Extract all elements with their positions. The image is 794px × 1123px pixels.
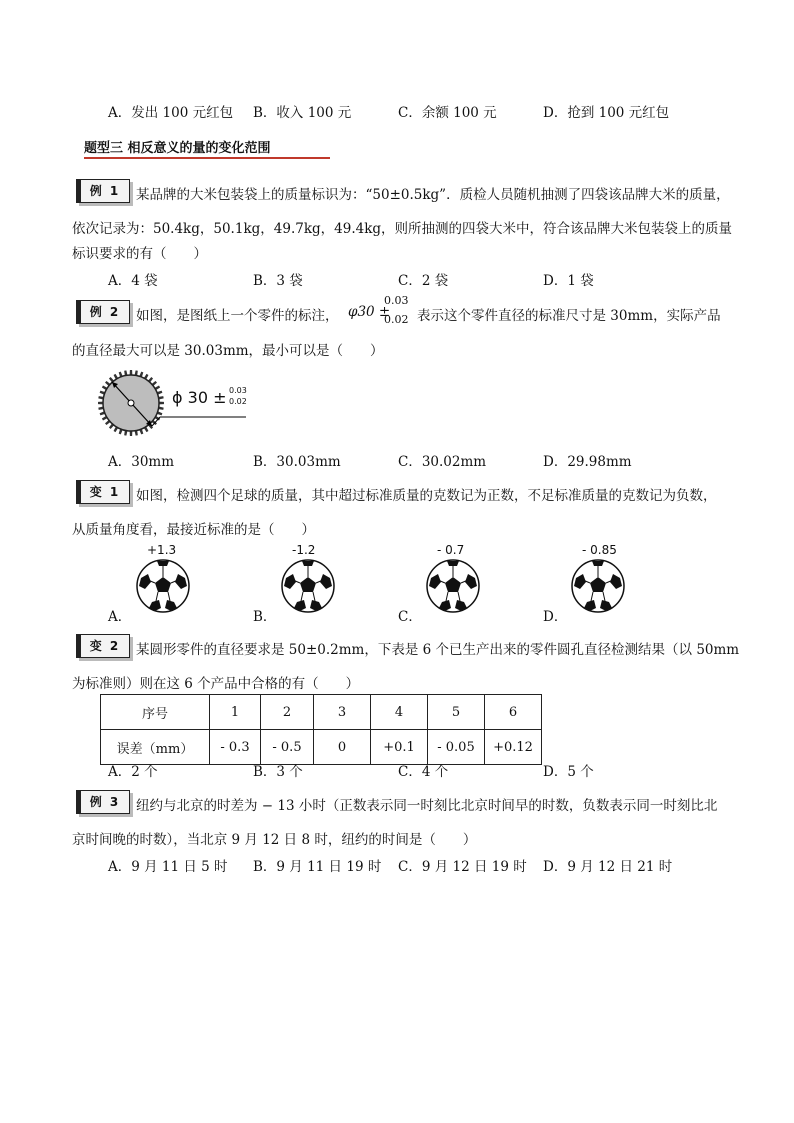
table-row-errors bbox=[101, 730, 542, 765]
tolerance-lower: 0.02 bbox=[384, 313, 409, 326]
table-cell: 3 bbox=[314, 695, 371, 730]
variant-2-option-d: D．5 个 bbox=[543, 764, 594, 780]
example-2-line-2: 的直径最大可以是 30.03mm，最小可以是（ ） bbox=[72, 343, 384, 359]
variant-2-option-b: B．3 个 bbox=[253, 764, 303, 780]
soccer-ball-d-icon bbox=[570, 558, 626, 614]
example-2-line-1-post: 表示这个零件直径的标准尺寸是 30mm，实际产品 bbox=[417, 308, 721, 324]
variant-2-line-1: 某圆形零件的直径要求是 50±0.2mm，下表是 6 个已生产出来的零件圆孔直径检测结果（以 50mm bbox=[136, 642, 740, 658]
example-1-tag: 例 1 bbox=[76, 179, 130, 203]
tolerance-upper: 0.03 bbox=[384, 294, 409, 307]
table-cell: 6 bbox=[485, 695, 542, 730]
ball-b-label: -1.2 bbox=[292, 543, 316, 557]
example-3-tag: 例 3 bbox=[76, 790, 130, 814]
figure-upper: 0.03 bbox=[229, 386, 247, 395]
example-2-option-a: A．30mm bbox=[108, 454, 175, 470]
example-1-option-a: A．4 袋 bbox=[108, 273, 158, 289]
soccer-ball-c-icon bbox=[425, 558, 481, 614]
table-cell: 误差（mm） bbox=[101, 730, 210, 765]
variant-1-line-1: 如图，检测四个足球的质量，其中超过标准质量的克数记为正数，不足标准质量的克数记为负数， bbox=[136, 488, 717, 504]
section-underline bbox=[84, 157, 330, 159]
example-1-option-b: B．3 袋 bbox=[253, 273, 303, 289]
table-cell: - 0.5 bbox=[261, 730, 314, 765]
example-3-option-b: B．9 月 11 日 19 时 bbox=[253, 859, 382, 875]
example-2-line-1-pre: 如图，是图纸上一个零件的标注， bbox=[136, 308, 339, 324]
table-row-header bbox=[101, 695, 542, 730]
table-cell: 5 bbox=[428, 695, 485, 730]
variant-1-option-b: B． bbox=[253, 609, 277, 625]
gear-center bbox=[128, 400, 134, 406]
variant-2-option-c: C．4 个 bbox=[398, 764, 449, 780]
example-2-option-d: D．29.98mm bbox=[543, 454, 632, 470]
variant-1-line-2: 从质量角度看，最接近标准的是（ ） bbox=[72, 522, 315, 538]
example-2-option-c: C．30.02mm bbox=[398, 454, 487, 470]
table-cell: +0.12 bbox=[485, 730, 542, 765]
variant-2-line-2: 为标准则）则在这 6 个产品中合格的有（ ） bbox=[72, 676, 360, 692]
example-1-line-2: 依次记录为：50.4kg，50.1kg，49.7kg，49.4kg，则所抽测的四袋大米中，符合该品牌大米包装袋上的质量 bbox=[72, 221, 733, 237]
prev-option-a: A．发出 100 元红包 bbox=[108, 105, 234, 121]
table-cell: +0.1 bbox=[371, 730, 428, 765]
ball-c-label: - 0.7 bbox=[437, 543, 465, 557]
ball-a-label: +1.3 bbox=[147, 543, 177, 557]
table-cell: 1 bbox=[210, 695, 261, 730]
ball-d-label: - 0.85 bbox=[582, 543, 617, 557]
variant-1-option-d: D． bbox=[543, 609, 568, 625]
prev-option-c: C．余额 100 元 bbox=[398, 105, 497, 121]
example-1-option-c: C．2 袋 bbox=[398, 273, 449, 289]
table-cell: 0 bbox=[314, 730, 371, 765]
example-3-line-2: 京时间晚的时数），当北京 9 月 12 日 8 时，纽约的时间是（ ） bbox=[72, 832, 477, 848]
table-cell: 序号 bbox=[101, 695, 210, 730]
variant-1-option-c: C． bbox=[398, 609, 422, 625]
example-3-option-c: C．9 月 12 日 19 时 bbox=[398, 859, 527, 875]
variant-2-tag: 变 2 bbox=[76, 634, 130, 658]
section-title: 题型三 相反意义的量的变化范围 bbox=[84, 141, 271, 156]
prev-option-d: D．抢到 100 元红包 bbox=[543, 105, 670, 121]
example-2-tag: 例 2 bbox=[76, 300, 130, 324]
soccer-ball-b-icon bbox=[280, 558, 336, 614]
example-3-line-1: 纽约与北京的时差为 − 13 小时（正数表示同一时刻比北京时间早的时数，负数表示同一时刻比北 bbox=[136, 798, 718, 814]
variant-2-option-a: A．2 个 bbox=[108, 764, 158, 780]
soccer-ball-a-icon bbox=[135, 558, 191, 614]
variant-1-tag: 变 1 bbox=[76, 480, 130, 504]
example-1-line-1: 某品牌的大米包装袋上的质量标识为：“50±0.5kg”．质检人员随机抽测了四袋该品牌大米的质量， bbox=[136, 187, 730, 203]
figure-label: ϕ 30 ± bbox=[172, 388, 227, 407]
example-2-option-b: B．30.03mm bbox=[253, 454, 341, 470]
prev-option-b: B．收入 100 元 bbox=[253, 105, 352, 121]
table-cell: 4 bbox=[371, 695, 428, 730]
variant-1-option-a: A． bbox=[108, 609, 132, 625]
table-cell: - 0.3 bbox=[210, 730, 261, 765]
table-cell: 2 bbox=[261, 695, 314, 730]
tolerance-phi: φ30 ± bbox=[348, 304, 391, 320]
diameter-table bbox=[100, 694, 542, 765]
example-3-option-d: D．9 月 12 日 21 时 bbox=[543, 859, 673, 875]
example-3-option-a: A．9 月 11 日 5 时 bbox=[108, 859, 228, 875]
figure-lower: 0.02 bbox=[229, 397, 247, 406]
table-cell: - 0.05 bbox=[428, 730, 485, 765]
example-1-option-d: D．1 袋 bbox=[543, 273, 594, 289]
example-1-line-3: 标识要求的有（ ） bbox=[72, 246, 207, 262]
